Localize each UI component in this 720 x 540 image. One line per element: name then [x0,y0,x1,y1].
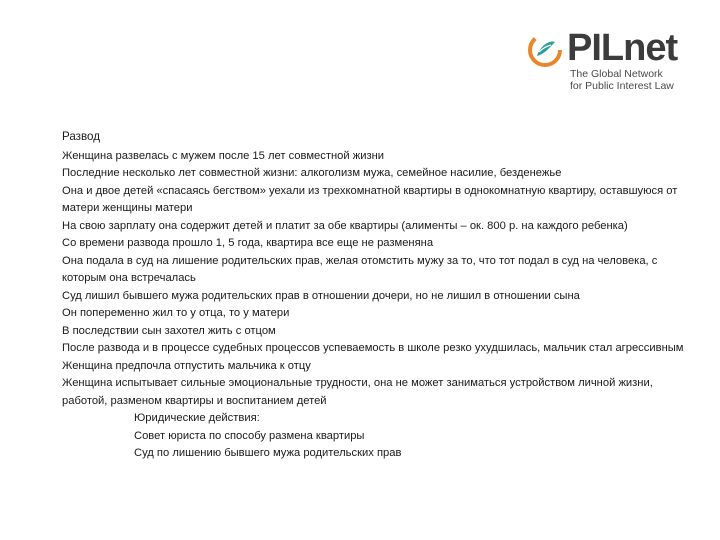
text-line: Последние несколько лет совместной жизни: алкоголизм мужа, семейное насилие, безденежье [62,167,562,179]
text-line: Женщина развелась с мужем после 15 лет совместной жизни [62,149,385,162]
logo-tagline [570,68,674,92]
legal-action-item: Совет юриста по способу размена квартиры [134,429,365,442]
logo-tagline-line-1: The Global Network [570,68,663,80]
legal-actions-heading: Юридические действия: [134,412,260,424]
text-line: После развода и в процессе судебных процессов успеваемость в школе резко ухудшилась, мальчик стал агрессивным [62,342,684,354]
legal-action-item: Суд по лишению бывшего мужа родительских прав [134,447,402,459]
text-line: Она подала в суд на лишение родительских прав, желая отомстить мужу за то, что тот подал в суд на человека, с которым она встречалась [62,254,658,284]
logo-wordmark: PILnet [567,27,678,69]
text-line: Женщина испытывает сильные эмоциональные трудности, она не может заниматься устройством личной жизни, работой, разменом квартиры и воспитанием детей [62,377,653,407]
text-line: На свою зарплату она содержит детей и платит за обе квартиры (алименты – ок. 800 р. на каждого ребенка) [62,219,628,232]
text-line: Женщина предпочла отпустить мальчика к отцу [62,359,311,372]
text-line: В последствии сын захотел жить с отцом [62,324,276,337]
text-line: Он попеременно жил то у отца, то у матери [62,307,290,319]
text-line: Со времени развода прошло 1, 5 года, квартира все еще не разменяна [62,237,434,249]
text-line: Суд лишил бывшего мужа родительских прав в отношении дочери, но не лишил в отношении сына [62,289,580,302]
document-body [62,128,692,463]
pilnet-logo [527,26,697,96]
pilnet-logo-icon [527,32,563,68]
text-line: Она и двое детей «спасаясь бегством» уехали из трехкомнатной квартиры в однокомнатную квартиру, оставшуюся от матери женщины матери [62,184,678,214]
logo-tagline-line-2: for Public Interest Law [570,80,674,92]
document-title: Развод [62,130,100,143]
